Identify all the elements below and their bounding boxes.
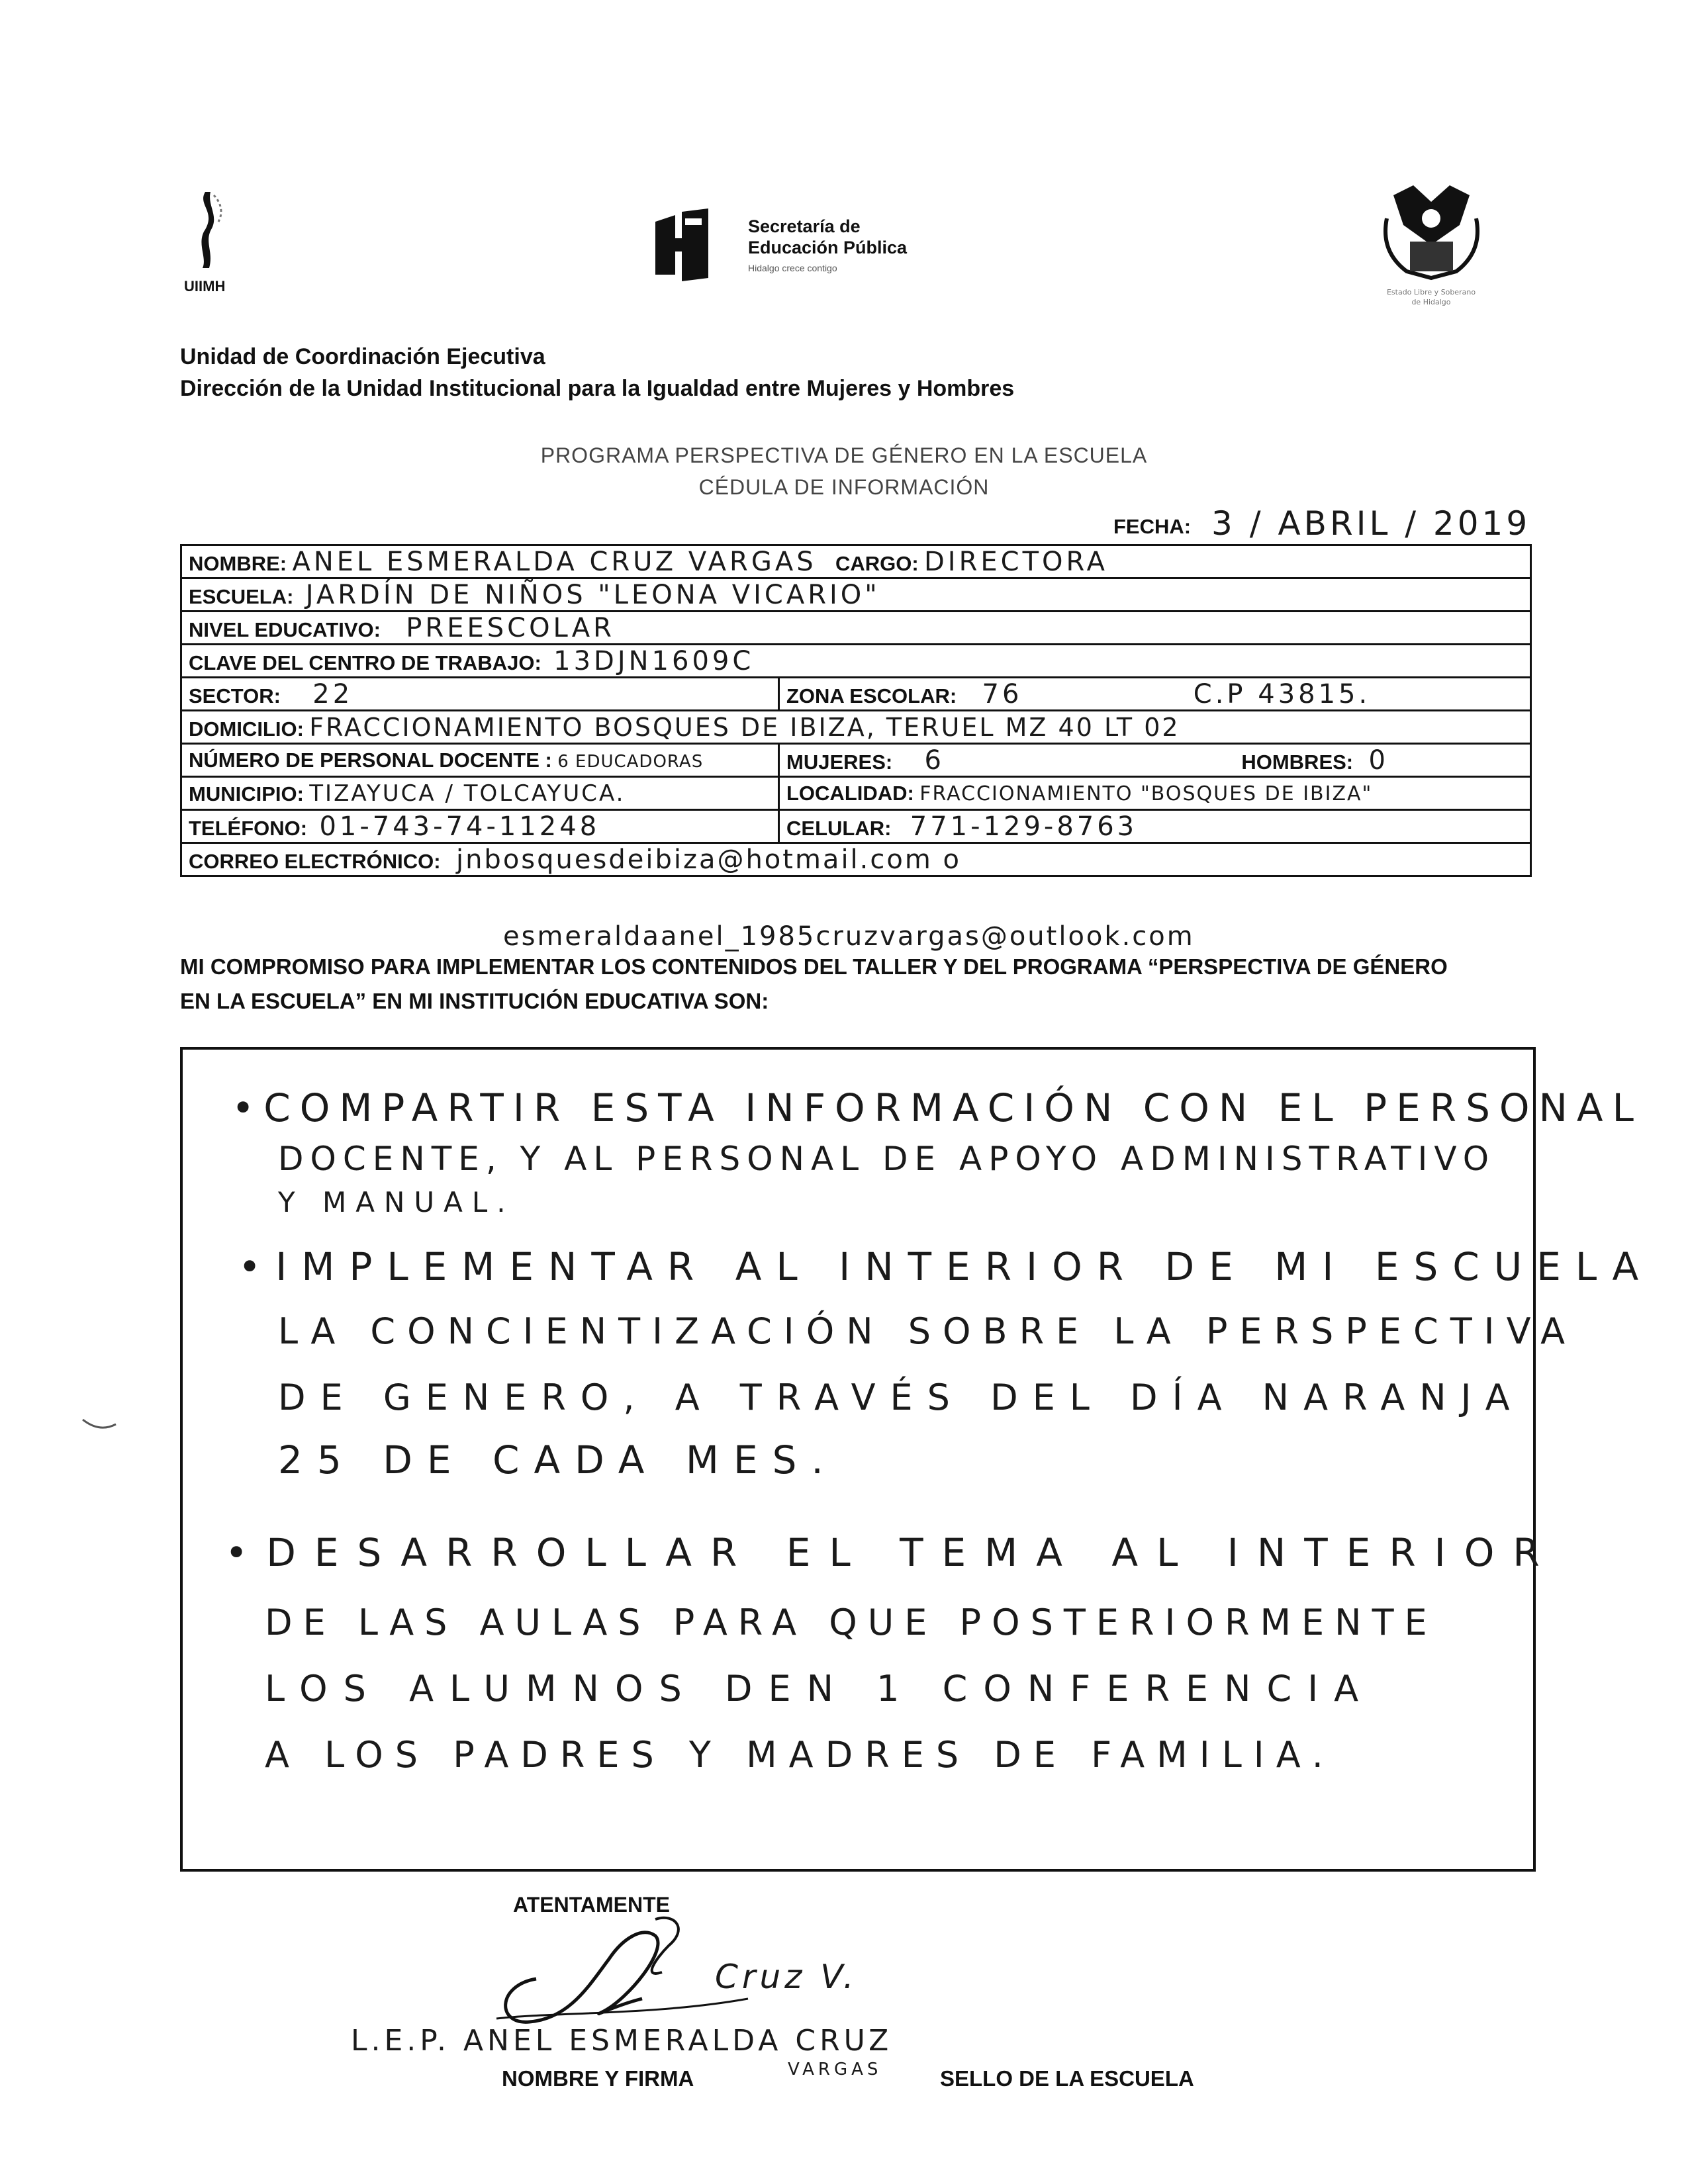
celular-label: CELULAR: (786, 816, 892, 840)
correo-value-2: esmeraldaanel_1985cruzvargas@outlook.com (503, 921, 1195, 952)
sep-logo-sub: Hidalgo crece contigo (748, 263, 837, 273)
uiimh-logo (177, 185, 237, 298)
sep-logo-line1: Secretaría de (748, 216, 861, 236)
commitment-line-4: •IMPLEMENTAR AL INTERIOR DE MI ESCUELA (238, 1244, 1654, 1289)
uiimh-figure-icon (177, 185, 237, 271)
sector-value: 22 (312, 678, 353, 709)
commitment-heading-1: MI COMPROMISO PARA IMPLEMENTAR LOS CONTENIDOS DEL TALLER Y DEL PROGRAMA “PERSPECTIVA DE GÉNERO (180, 954, 1448, 979)
correo-value: jnbosquesdeibiza@hotmail.com o (455, 844, 961, 875)
row-correo (181, 843, 1531, 876)
commitment-line-6: DE GENERO, A TRAVÉS DEL DÍA NARANJA (278, 1377, 1524, 1418)
nivel-label: NIVEL EDUCATIVO: (189, 617, 381, 641)
clave-value: 13DJN1609C (553, 645, 755, 676)
commitment-heading-2: EN LA ESCUELA” EN MI INSTITUCIÓN EDUCATIVA SON: (180, 989, 769, 1013)
commitment-line-10: LOS ALUMNOS DEN 1 CONFERENCIA (265, 1668, 1375, 1709)
row-clave (181, 645, 1531, 678)
row-nivel (181, 612, 1531, 645)
cargo-value: DIRECTORA (924, 546, 1109, 577)
direction-heading: Dirección de la Unidad Institucional para la Igualdad entre Mujeres y Hombres (180, 376, 1015, 401)
signer-name-line2: VARGAS (788, 2060, 882, 2079)
state-seal-icon (1374, 179, 1489, 311)
escuela-value: JARDÍN DE NIÑOS "LEONA VICARIO" (305, 579, 880, 610)
svg-text:de Hidalgo: de Hidalgo (1411, 298, 1451, 306)
svg-text:Estado Libre y Soberano: Estado Libre y Soberano (1386, 288, 1476, 296)
program-title: PROGRAMA PERSPECTIVA DE GÉNERO EN LA ESCUELA (540, 443, 1148, 467)
signature-initials: Cruz V. (715, 1958, 858, 1996)
unit-heading: Unidad de Coordinación Ejecutiva (180, 344, 545, 369)
sector-label: SECTOR: (189, 684, 281, 707)
personal-value: 6 EDUCADORAS (557, 751, 704, 772)
cp-value: C.P 43815. (1193, 678, 1371, 709)
celular-value: 771-129-8763 (910, 811, 1138, 842)
commitment-line-2: DOCENTE, Y AL PERSONAL DE APOYO ADMINISTRATIVO (278, 1140, 1496, 1178)
row-telefono (181, 810, 1531, 843)
commitment-line-11: A LOS PADRES Y MADRES DE FAMILIA. (265, 1734, 1335, 1776)
uiimh-logo-text: UIIMH (184, 278, 226, 295)
commitment-line-3: Y MANUAL. (278, 1186, 515, 1218)
fecha-label: FECHA: (1113, 515, 1192, 538)
hombres-value: 0 (1368, 745, 1389, 776)
nivel-value: PREESCOLAR (406, 612, 615, 643)
sep-logo-line2: Educación Pública (748, 238, 908, 257)
domicilio-label: DOMICILIO: (189, 717, 304, 741)
card-title: CÉDULA DE INFORMACIÓN (698, 475, 990, 499)
cargo-label: CARGO: (835, 551, 919, 575)
correo-label: CORREO ELECTRÓNICO: (189, 849, 441, 873)
zona-value: 76 (982, 678, 1023, 709)
personal-label: NÚMERO DE PERSONAL DOCENTE : (189, 748, 552, 772)
sep-h-icon (645, 208, 725, 281)
atentamente-label: ATENTAMENTE (513, 1893, 671, 1917)
commitment-line-9: DE LAS AULAS PARA QUE POSTERIORMENTE (265, 1602, 1438, 1643)
sello-label: SELLO DE LA ESCUELA (940, 2066, 1194, 2091)
signer-name-line1: L.E.P. ANEL ESMERALDA CRUZ (351, 2024, 893, 2058)
localidad-value: FRACCIONAMIENTO "BOSQUES DE IBIZA" (919, 782, 1373, 805)
commitment-line-1: •COMPARTIR ESTA INFORMACIÓN CON EL PERSONAL (232, 1085, 1643, 1130)
commitment-line-7: 25 DE CADA MES. (278, 1437, 838, 1482)
nombre-value: ANEL ESMERALDA CRUZ VARGAS (292, 546, 817, 577)
fecha-value: 3 / ABRIL / 2019 (1211, 504, 1531, 543)
localidad-label: LOCALIDAD: (786, 781, 914, 805)
domicilio-value: FRACCIONAMIENTO BOSQUES DE IBIZA, TERUEL MZ 40 LT 02 (309, 712, 1180, 742)
escuela-label: ESCUELA: (189, 584, 294, 608)
municipio-value: TIZAYUCA / TOLCAYUCA. (309, 780, 626, 807)
hombres-label: HOMBRES: (1241, 750, 1354, 774)
row-domicilio (181, 711, 1531, 744)
sep-logo (645, 208, 943, 281)
nombre-firma-label: NOMBRE Y FIRMA (502, 2066, 694, 2091)
row-sector (181, 678, 1531, 711)
nombre-label: NOMBRE: (189, 551, 287, 575)
row-personal (181, 744, 1531, 777)
telefono-value: 01-743-74-11248 (319, 811, 600, 842)
state-seal (1374, 179, 1489, 311)
clave-label: CLAVE DEL CENTRO DE TRABAJO: (189, 651, 541, 674)
zona-label: ZONA ESCOLAR: (786, 684, 957, 707)
info-form-table (180, 544, 1532, 877)
row-municipio (181, 777, 1531, 810)
row-nombre (181, 545, 1531, 578)
scan-mark (79, 1416, 119, 1436)
municipio-label: MUNICIPIO: (189, 782, 304, 805)
row-escuela (181, 578, 1531, 612)
commitment-line-8: •DESARROLLAR EL TEMA AL INTERIOR (225, 1530, 1558, 1575)
mujeres-label: MUJERES: (786, 750, 893, 774)
telefono-label: TELÉFONO: (189, 816, 308, 840)
commitment-line-5: LA CONCIENTIZACIÓN SOBRE LA PERSPECTIVA (278, 1310, 1577, 1352)
mujeres-value: 6 (924, 745, 945, 776)
